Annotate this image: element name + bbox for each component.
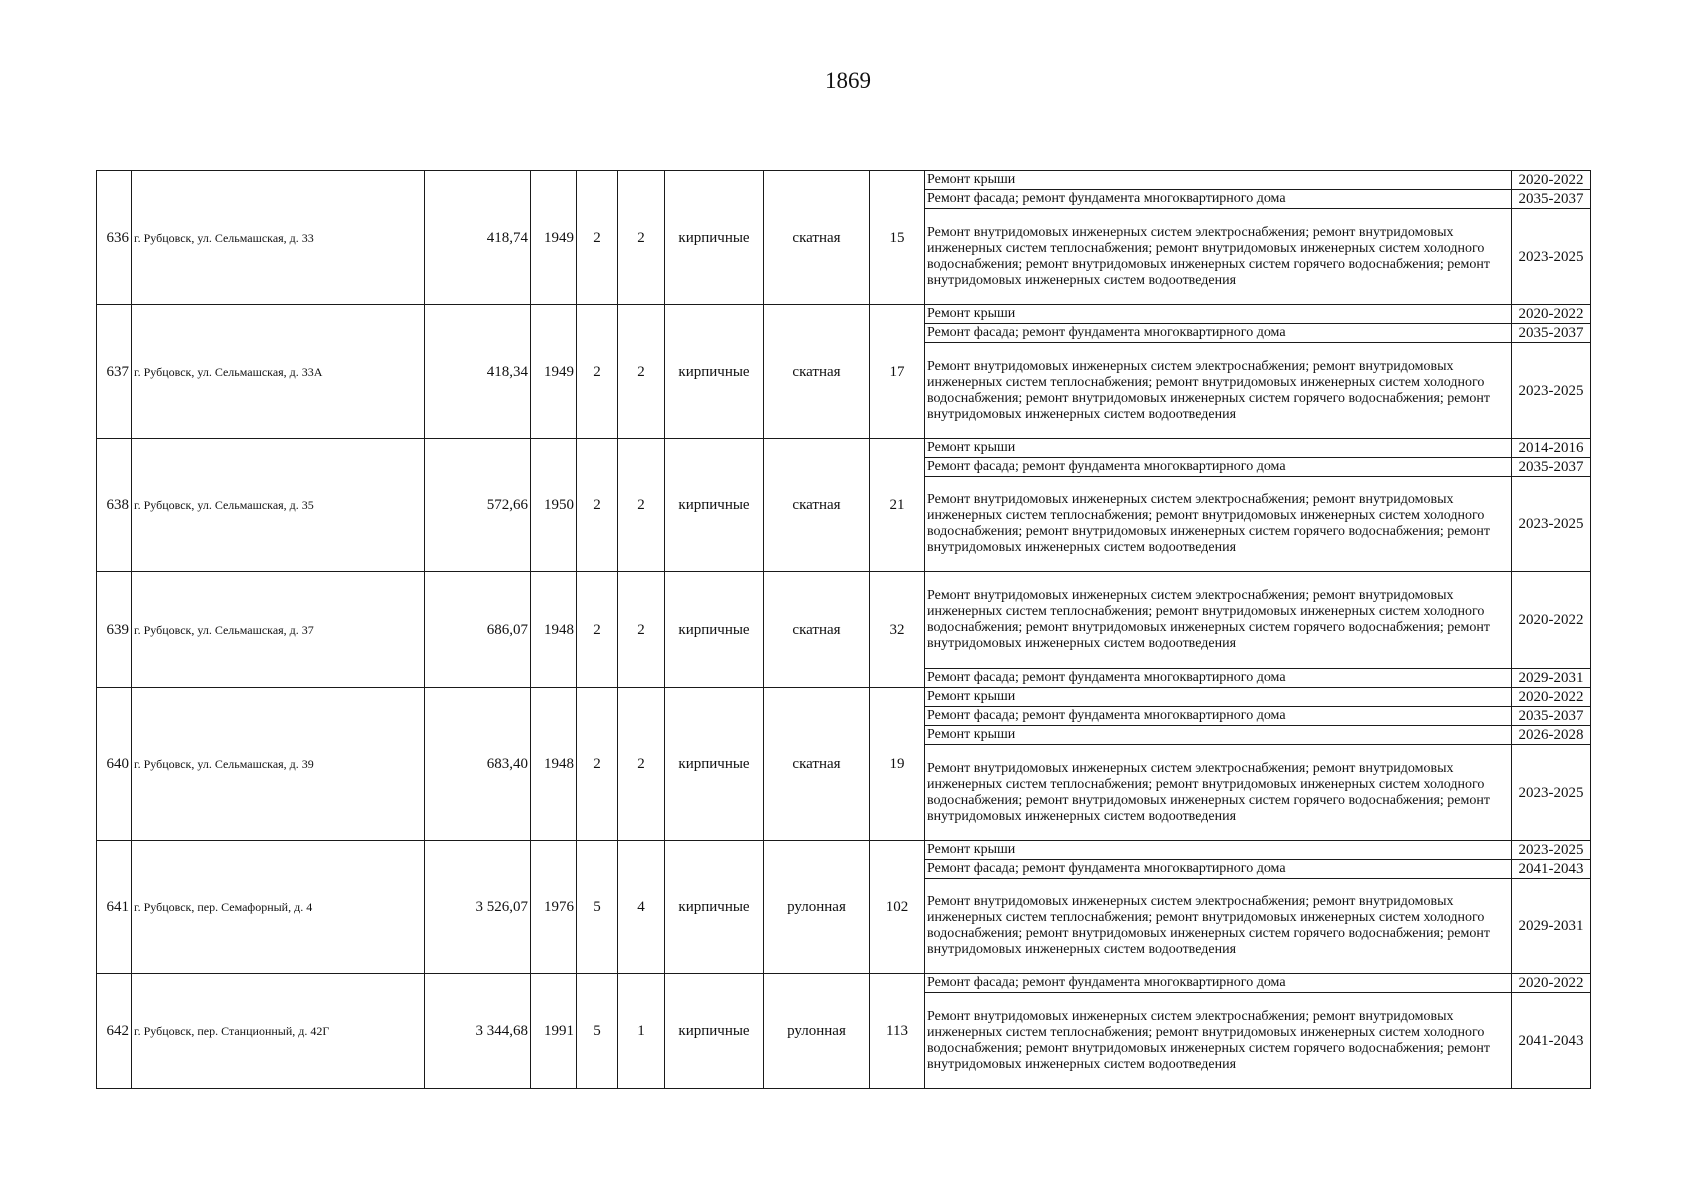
residents-cell: 15 <box>870 171 925 305</box>
repair-period-cell: 2023-2025 <box>1512 841 1591 860</box>
repair-period-cell: 2035-2037 <box>1512 458 1591 477</box>
area-cell: 418,34 <box>425 305 531 439</box>
residents-cell: 21 <box>870 439 925 572</box>
repair-work-cell: Ремонт внутридомовых инженерных систем электроснабжения; ремонт внутридомовых инженерных систем теплоснабжения; ремонт внутридомовых инженерных систем холодного водоснабжения; ремонт внутридомовых инженерных систем горячего водоснабжения; ремонт внутридомовых инженерных систем водоотведения <box>925 477 1512 572</box>
area-cell: 572,66 <box>425 439 531 572</box>
wall-material-cell: кирпичные <box>665 572 764 688</box>
table-body <box>97 171 1591 1089</box>
repair-work-cell: Ремонт фасада; ремонт фундамента многоквартирного дома <box>925 860 1512 879</box>
wall-material-cell: кирпичные <box>665 305 764 439</box>
repair-period-cell: 2035-2037 <box>1512 707 1591 726</box>
repair-work-cell: Ремонт фасада; ремонт фундамента многоквартирного дома <box>925 458 1512 477</box>
wall-material-cell: кирпичные <box>665 841 764 974</box>
floors-cell: 5 <box>577 974 618 1089</box>
repair-work-cell: Ремонт фасада; ремонт фундамента многоквартирного дома <box>925 190 1512 209</box>
floors-cell: 2 <box>577 439 618 572</box>
row-number: 642 <box>97 974 132 1089</box>
roof-type-cell: скатная <box>764 305 870 439</box>
residents-cell: 32 <box>870 572 925 688</box>
area-cell: 3 526,07 <box>425 841 531 974</box>
roof-type-cell: скатная <box>764 171 870 305</box>
table-row <box>97 974 1591 993</box>
repair-work-cell: Ремонт внутридомовых инженерных систем электроснабжения; ремонт внутридомовых инженерных систем теплоснабжения; ремонт внутридомовых инженерных систем холодного водоснабжения; ремонт внутридомовых инженерных систем горячего водоснабжения; ремонт внутридомовых инженерных систем водоотведения <box>925 879 1512 974</box>
roof-type-cell: скатная <box>764 439 870 572</box>
repair-work-cell: Ремонт крыши <box>925 688 1512 707</box>
year-cell: 1949 <box>531 305 577 439</box>
row-number: 641 <box>97 841 132 974</box>
roof-type-cell: рулонная <box>764 974 870 1089</box>
year-cell: 1991 <box>531 974 577 1089</box>
repair-period-cell: 2023-2025 <box>1512 209 1591 305</box>
residents-cell: 19 <box>870 688 925 841</box>
floors-cell: 2 <box>577 572 618 688</box>
repair-work-cell: Ремонт внутридомовых инженерных систем электроснабжения; ремонт внутридомовых инженерных систем теплоснабжения; ремонт внутридомовых инженерных систем холодного водоснабжения; ремонт внутридомовых инженерных систем горячего водоснабжения; ремонт внутридомовых инженерных систем водоотведения <box>925 209 1512 305</box>
row-number: 638 <box>97 439 132 572</box>
area-cell: 418,74 <box>425 171 531 305</box>
table-row <box>97 439 1591 458</box>
year-cell: 1949 <box>531 171 577 305</box>
repair-period-cell: 2029-2031 <box>1512 669 1591 688</box>
repair-period-cell: 2023-2025 <box>1512 343 1591 439</box>
entrances-cell: 1 <box>618 974 665 1089</box>
repair-period-cell: 2029-2031 <box>1512 879 1591 974</box>
repair-work-cell: Ремонт фасада; ремонт фундамента многоквартирного дома <box>925 669 1512 688</box>
repair-work-cell: Ремонт внутридомовых инженерных систем электроснабжения; ремонт внутридомовых инженерных систем теплоснабжения; ремонт внутридомовых инженерных систем холодного водоснабжения; ремонт внутридомовых инженерных систем горячего водоснабжения; ремонт внутридомовых инженерных систем водоотведения <box>925 572 1512 669</box>
table-row <box>97 171 1591 190</box>
repair-period-cell: 2020-2022 <box>1512 572 1591 669</box>
entrances-cell: 2 <box>618 572 665 688</box>
row-number: 637 <box>97 305 132 439</box>
address-cell: г. Рубцовск, ул. Сельмашская, д. 33 <box>132 171 425 305</box>
entrances-cell: 2 <box>618 439 665 572</box>
row-number: 636 <box>97 171 132 305</box>
year-cell: 1948 <box>531 688 577 841</box>
address-cell: г. Рубцовск, ул. Сельмашская, д. 35 <box>132 439 425 572</box>
repair-work-cell: Ремонт крыши <box>925 439 1512 458</box>
repair-period-cell: 2035-2037 <box>1512 190 1591 209</box>
repair-period-cell: 2020-2022 <box>1512 171 1591 190</box>
repair-period-cell: 2020-2022 <box>1512 974 1591 993</box>
roof-type-cell: скатная <box>764 688 870 841</box>
repair-work-cell: Ремонт внутридомовых инженерных систем электроснабжения; ремонт внутридомовых инженерных систем теплоснабжения; ремонт внутридомовых инженерных систем холодного водоснабжения; ремонт внутридомовых инженерных систем горячего водоснабжения; ремонт внутридомовых инженерных систем водоотведения <box>925 993 1512 1089</box>
repair-period-cell: 2020-2022 <box>1512 305 1591 324</box>
year-cell: 1950 <box>531 439 577 572</box>
floors-cell: 2 <box>577 171 618 305</box>
repair-work-cell: Ремонт фасада; ремонт фундамента многоквартирного дома <box>925 707 1512 726</box>
repair-work-cell: Ремонт внутридомовых инженерных систем электроснабжения; ремонт внутридомовых инженерных систем теплоснабжения; ремонт внутридомовых инженерных систем холодного водоснабжения; ремонт внутридомовых инженерных систем горячего водоснабжения; ремонт внутридомовых инженерных систем водоотведения <box>925 343 1512 439</box>
floors-cell: 2 <box>577 688 618 841</box>
page-number: 1869 <box>825 68 871 93</box>
year-cell: 1948 <box>531 572 577 688</box>
area-cell: 686,07 <box>425 572 531 688</box>
entrances-cell: 2 <box>618 305 665 439</box>
repair-period-cell: 2014-2016 <box>1512 439 1591 458</box>
entrances-cell: 2 <box>618 688 665 841</box>
table-row <box>97 688 1591 707</box>
wall-material-cell: кирпичные <box>665 688 764 841</box>
wall-material-cell: кирпичные <box>665 974 764 1089</box>
housing-register-table <box>96 170 1591 1089</box>
repair-period-cell: 2041-2043 <box>1512 860 1591 879</box>
residents-cell: 102 <box>870 841 925 974</box>
entrances-cell: 2 <box>618 171 665 305</box>
repair-work-cell: Ремонт крыши <box>925 841 1512 860</box>
repair-work-cell: Ремонт внутридомовых инженерных систем электроснабжения; ремонт внутридомовых инженерных систем теплоснабжения; ремонт внутридомовых инженерных систем холодного водоснабжения; ремонт внутридомовых инженерных систем горячего водоснабжения; ремонт внутридомовых инженерных систем водоотведения <box>925 745 1512 841</box>
repair-work-cell: Ремонт крыши <box>925 171 1512 190</box>
address-cell: г. Рубцовск, пер. Станционный, д. 42Г <box>132 974 425 1089</box>
wall-material-cell: кирпичные <box>665 439 764 572</box>
repair-work-cell: Ремонт крыши <box>925 305 1512 324</box>
row-number: 639 <box>97 572 132 688</box>
floors-cell: 2 <box>577 305 618 439</box>
residents-cell: 113 <box>870 974 925 1089</box>
residents-cell: 17 <box>870 305 925 439</box>
roof-type-cell: рулонная <box>764 841 870 974</box>
table-row <box>97 572 1591 669</box>
wall-material-cell: кирпичные <box>665 171 764 305</box>
area-cell: 3 344,68 <box>425 974 531 1089</box>
table-row <box>97 841 1591 860</box>
entrances-cell: 4 <box>618 841 665 974</box>
roof-type-cell: скатная <box>764 572 870 688</box>
area-cell: 683,40 <box>425 688 531 841</box>
address-cell: г. Рубцовск, ул. Сельмашская, д. 39 <box>132 688 425 841</box>
floors-cell: 5 <box>577 841 618 974</box>
address-cell: г. Рубцовск, ул. Сельмашская, д. 37 <box>132 572 425 688</box>
year-cell: 1976 <box>531 841 577 974</box>
repair-period-cell: 2020-2022 <box>1512 688 1591 707</box>
table-row <box>97 305 1591 324</box>
repair-period-cell: 2026-2028 <box>1512 726 1591 745</box>
repair-period-cell: 2041-2043 <box>1512 993 1591 1089</box>
repair-work-cell: Ремонт фасада; ремонт фундамента многоквартирного дома <box>925 974 1512 993</box>
address-cell: г. Рубцовск, ул. Сельмашская, д. 33А <box>132 305 425 439</box>
row-number: 640 <box>97 688 132 841</box>
repair-period-cell: 2023-2025 <box>1512 745 1591 841</box>
repair-work-cell: Ремонт фасада; ремонт фундамента многоквартирного дома <box>925 324 1512 343</box>
repair-period-cell: 2035-2037 <box>1512 324 1591 343</box>
repair-work-cell: Ремонт крыши <box>925 726 1512 745</box>
address-cell: г. Рубцовск, пер. Семафорный, д. 4 <box>132 841 425 974</box>
repair-period-cell: 2023-2025 <box>1512 477 1591 572</box>
